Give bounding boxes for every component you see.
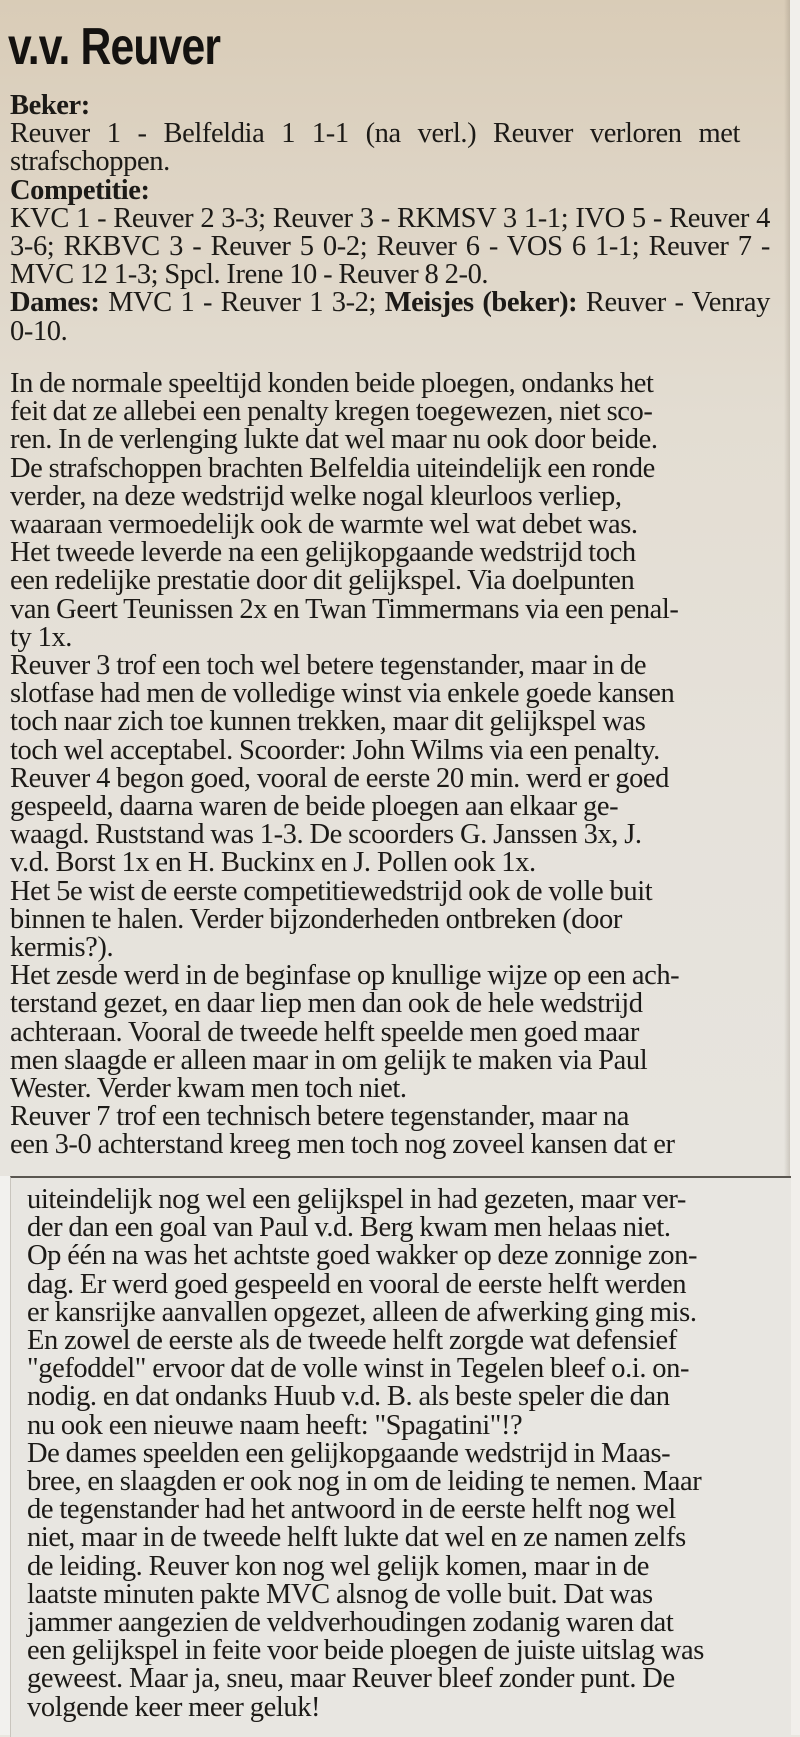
newspaper-clipping-bottom (10, 1176, 791, 1737)
article-line: binnen te halen. Verder bijzonderheden ontbreken (door (10, 903, 622, 935)
beker-result: Reuver 1 - Belfeldia 1 1-1 (na verl.) Reuver verloren met strafschoppen. (10, 118, 740, 178)
article-line: waagd. Ruststand was 1-3. De scoorders G. Janssen 3x, J. (10, 819, 642, 851)
article-line: In de normale speeltijd konden beide ploegen, ondanks het (10, 368, 654, 399)
article-line: een 3-0 achterstand kreeg men toch nog zoveel kansen dat er (10, 1129, 675, 1161)
article-line: Op één na was het achtste goed wakker op deze zonnige zon- (27, 1240, 698, 1272)
article-line: slotfase had men de volledige winst via enkele goede kansen (10, 678, 675, 710)
article-line: nu ook een nieuwe naam heeft: "Spagatini"!? (27, 1409, 523, 1441)
dames-label: Dames: (10, 287, 100, 319)
beker-label: Beker: (10, 90, 90, 121)
article-line: toch wel acceptabel. Scoorder: John Wilms via een penalty. (10, 734, 660, 766)
article-line: een gelijkspel in feite voor beide ploegen de juiste uitslag was (27, 1635, 704, 1667)
article-line: ren. In de verlenging lukte dat wel maar nu ook door beide. (10, 424, 658, 456)
article-line: Reuver 7 trof een technisch betere tegenstander, maar na (10, 1101, 629, 1133)
article-line: laatste minuten pakte MVC alsnog de volle buit. Dat was (27, 1578, 653, 1610)
article-line: verder, na deze wedstrijd welke nogal kleurloos verliep, (10, 480, 622, 512)
article-line: De dames speelden een gelijkopgaande wedstrijd in Maas- (27, 1437, 671, 1469)
article-line: de tegenstander had het antwoord in de eerste helft nog wel (27, 1494, 676, 1526)
meisjes-label: Meisjes (beker): (384, 287, 578, 319)
article-line: gespeeld, daarna waren de beide ploegen aan elkaar ge- (10, 791, 619, 823)
article-line: der dan een goal van Paul v.d. Berg kwam men helaas niet. (27, 1212, 671, 1244)
article-line: er kansrijke aanvallen opgezet, alleen de afwerking ging mis. (27, 1296, 697, 1328)
article-body-top (10, 370, 770, 1160)
dames-result: MVC 1 - Reuver 1 3-2; (108, 287, 377, 319)
article-line: "gefoddel" ervoor dat de volle winst in Tegelen bleef o.i. on- (27, 1353, 690, 1385)
article-title: v.v. Reuver (8, 18, 221, 76)
article-body-bottom (27, 1186, 777, 1722)
article-line: nodig. en dat ondanks Huub v.d. B. als beste speler die dan (27, 1381, 670, 1413)
scan-edge (790, 0, 800, 1735)
article-line: dag. Er werd goed gespeeld en vooral de eerste helft werden (27, 1268, 687, 1300)
article-line: achteraan. Vooral de tweede helft speelde men goed maar (10, 1016, 639, 1048)
article-line: toch naar zich toe kunnen trekken, maar dit gelijkspel was (10, 706, 646, 738)
dames-meisjes-results (10, 289, 770, 345)
article-line: De strafschoppen brachten Belfeldia uiteindelijk een ronde (10, 452, 655, 484)
scan-margin (0, 1176, 10, 1735)
article-line: feit dat ze allebei een penalty kregen toegewezen, niet sco- (10, 396, 653, 428)
article-line: men slaagde er alleen maar in om gelijk te maken via Paul (10, 1044, 648, 1076)
article-line: de leiding. Reuver kon nog wel gelijk komen, maar in de (27, 1550, 650, 1582)
article-line: terstand gezet, en daar liep men dan ook de hele wedstrijd (10, 988, 643, 1020)
article-line: waaraan vermoedelijk ook de warmte wel wat debet was. (10, 509, 638, 541)
article-line: Het 5e wist de eerste competitiewedstrijd ook de volle buit (10, 875, 653, 907)
article-line: volgende keer meer geluk! (27, 1691, 321, 1723)
competitie-results: KVC 1 - Reuver 2 3-3; Reuver 3 - RKMSV 3 1-1; IVO 5 - Reuver 4 3-6; RKBVC 3 - Reuver 5 0-2; Reuver 6 - VOS 6 1-1; Reuver 7 - MVC 12 1-3; Spcl. Irene 10 - Reuver 8 2-0. (10, 202, 770, 291)
article-line: kermis?). (10, 932, 114, 964)
article-line: uiteindelijk nog wel een gelijkspel in had gezeten, maar ver- (27, 1184, 687, 1215)
article-line: Het tweede leverde na een gelijkopgaande wedstrijd toch (10, 537, 636, 569)
article-line: Het zesde werd in de beginfase op knullige wijze op een ach- (10, 960, 680, 992)
competitie-label: Competitie: (10, 174, 150, 206)
article-line: van Geert Teunissen 2x en Twan Timmermans via een penal- (10, 593, 679, 625)
article-line: Wester. Verder kwam men toch niet. (10, 1073, 407, 1105)
article-line: bree, en slaagden er ook nog in om de leiding te nemen. Maar (27, 1466, 702, 1498)
article-line: jammer aangezien de veldverhoudingen zodanig waren dat (27, 1607, 674, 1639)
article-line: geweest. Maar ja, sneu, maar Reuver bleef zonder punt. De (27, 1663, 675, 1695)
article-line: niet, maar in de tweede helft lukte dat wel en ze namen zelfs (27, 1522, 686, 1554)
match-results (10, 92, 770, 346)
meisjes-result: Reuver - Venray 0-10. (10, 287, 770, 347)
article-line: Reuver 4 begon goed, vooral de eerste 20 min. werd er goed (10, 762, 670, 794)
article-line: een redelijke prestatie door dit gelijkspel. Via doelpunten (10, 565, 635, 597)
article-line: v.d. Borst 1x en H. Buckinx en J. Pollen ook 1x. (10, 847, 536, 879)
article-line: ty 1x. (10, 621, 73, 653)
article-line: Reuver 3 trof een toch wel betere tegenstander, maar in de (10, 650, 647, 682)
article-line: En zowel de eerste als de tweede helft zorgde wat defensief (27, 1325, 677, 1357)
